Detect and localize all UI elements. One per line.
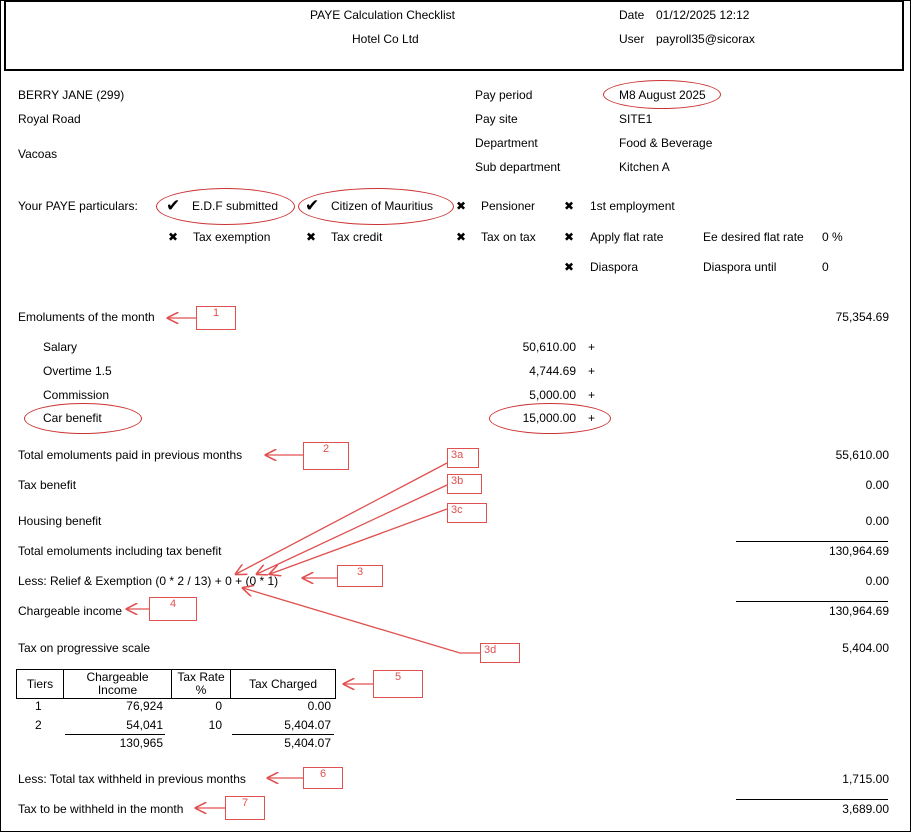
- pay-period-label: Pay period: [475, 88, 533, 102]
- tier-charged: 5,404.07: [284, 718, 331, 732]
- plus-sign: +: [588, 340, 596, 354]
- employee-address-1: Royal Road: [18, 112, 81, 126]
- car-benefit-value-highlight: [489, 403, 611, 434]
- department-value: Food & Beverage: [619, 136, 713, 150]
- user-label: User: [619, 32, 645, 46]
- company-name: Hotel Co Ltd: [352, 32, 419, 46]
- cross-icon: ✖: [564, 230, 575, 244]
- plus-sign: +: [588, 388, 596, 402]
- diaspora: Diaspora: [590, 260, 639, 274]
- tier-charged: 0.00: [307, 699, 331, 713]
- citizen-of-mauritius: Citizen of Mauritius: [331, 199, 434, 213]
- cross-icon: ✖: [564, 199, 575, 213]
- emoluments-total: 75,354.69: [835, 310, 889, 324]
- chargeable-income-value: 130,964.69: [828, 604, 889, 618]
- pensioner: Pensioner: [481, 199, 536, 213]
- employee-name: BERRY JANE (299): [18, 88, 125, 102]
- annotation-7: 7: [225, 796, 265, 820]
- tax-benefit-label: Tax benefit: [18, 478, 77, 492]
- tier-rate: 10: [208, 718, 222, 732]
- salary-value: 50,610.00: [522, 340, 576, 354]
- annotation-3: 3: [337, 565, 383, 587]
- plus-sign: +: [588, 364, 596, 378]
- annotation-3a: 3a: [447, 448, 479, 468]
- plus-sign: +: [588, 411, 596, 425]
- annotation-1: 1: [196, 306, 236, 330]
- tiers-header: Tiers: [17, 670, 64, 699]
- first-employment: 1st employment: [590, 199, 675, 213]
- tier-total-rule: [232, 734, 334, 735]
- pay-period-value: M8 August 2025: [619, 88, 706, 102]
- withheld-previous-label: Less: Total tax withheld in previous months: [18, 772, 246, 786]
- overtime-value: 4,744.69: [529, 364, 576, 378]
- date-value: 01/12/2025 12:12: [656, 8, 750, 22]
- withheld-month-label: Tax to be withheld in the month: [18, 802, 184, 816]
- relief-exemption-value: 0.00: [865, 574, 889, 588]
- annotation-3b: 3b: [447, 474, 482, 494]
- annotation-4: 4: [149, 597, 197, 621]
- tier-total-rule: [65, 734, 165, 735]
- tax-tiers-table: [16, 669, 336, 699]
- ee-flat-rate-label: Ee desired flat rate: [703, 230, 804, 244]
- previous-emoluments-label: Total emoluments paid in previous months: [18, 448, 243, 462]
- pay-period-highlight: [603, 80, 721, 109]
- commission-value: 5,000.00: [529, 388, 576, 402]
- annotation-2: 2: [303, 442, 349, 470]
- check-icon: ✔: [166, 196, 181, 215]
- report-title: PAYE Calculation Checklist: [310, 8, 455, 22]
- tax-benefit-value: 0.00: [865, 478, 889, 492]
- cross-icon: ✖: [564, 260, 575, 274]
- pay-site-label: Pay site: [475, 112, 518, 126]
- diaspora-until-label: Diaspora until: [703, 260, 777, 274]
- check-icon: ✔: [305, 196, 320, 215]
- annotation-3c: 3c: [447, 503, 487, 523]
- total-incl-benefit-value: 130,964.69: [828, 544, 889, 558]
- total-incl-benefit-label: Total emoluments including tax benefit: [18, 544, 222, 558]
- subtotal-rule: [736, 541, 888, 542]
- car-benefit-value: 15,000.00: [522, 411, 576, 425]
- tax-exemption: Tax exemption: [193, 230, 271, 244]
- annotation-3d: 3d: [480, 643, 520, 663]
- chargeable-income-label: Chargeable income: [18, 604, 123, 618]
- emoluments-label: Emoluments of the month: [18, 310, 155, 324]
- cross-icon: ✖: [456, 199, 467, 213]
- salary-label: Salary: [43, 340, 78, 354]
- tax-credit: Tax credit: [331, 230, 383, 244]
- cross-icon: ✖: [456, 230, 467, 244]
- withheld-month-value: 3,689.00: [842, 802, 889, 816]
- tier-total-charged: 5,404.07: [284, 736, 331, 750]
- tier-income: 76,924: [126, 699, 163, 713]
- diaspora-until-value: 0: [822, 260, 829, 274]
- annotation-5: 5: [373, 670, 423, 698]
- progressive-tax-label: Tax on progressive scale: [18, 641, 151, 655]
- ee-flat-rate-value: 0 %: [822, 230, 843, 244]
- tax-charged-header: Tax Charged: [231, 670, 336, 699]
- department-label: Department: [475, 136, 538, 150]
- tier-total-income: 130,965: [119, 736, 163, 750]
- overtime-label: Overtime 1.5: [43, 364, 112, 378]
- apply-flat-rate: Apply flat rate: [590, 230, 664, 244]
- tier-number: 2: [35, 718, 42, 732]
- tax-on-tax: Tax on tax: [481, 230, 536, 244]
- cross-icon: ✖: [168, 230, 179, 244]
- cross-icon: ✖: [306, 230, 317, 244]
- relief-exemption-label: Less: Relief & Exemption (0 * 2 / 13) + 0 + (0 * 1): [18, 574, 279, 588]
- tier-number: 1: [35, 699, 42, 713]
- particulars-label: Your PAYE particulars:: [18, 199, 138, 213]
- tax-rate-header: Tax Rate %: [172, 670, 231, 699]
- pay-site-value: SITE1: [619, 112, 653, 126]
- previous-emoluments-value: 55,610.00: [835, 448, 889, 462]
- car-benefit-label: Car benefit: [43, 411, 102, 425]
- subtotal-rule: [736, 601, 888, 602]
- housing-benefit-label: Housing benefit: [18, 514, 102, 528]
- commission-label: Commission: [43, 388, 110, 402]
- sub-department-value: Kitchen A: [619, 160, 670, 174]
- date-label: Date: [619, 8, 645, 22]
- user-value: payroll35@sicorax: [656, 32, 755, 46]
- annotation-6: 6: [303, 767, 343, 789]
- tier-rate: 0: [215, 699, 222, 713]
- employee-address-2: Vacoas: [18, 147, 58, 161]
- withheld-previous-value: 1,715.00: [842, 772, 889, 786]
- sub-department-label: Sub department: [475, 160, 561, 174]
- progressive-tax-value: 5,404.00: [842, 641, 889, 655]
- edf-submitted: E.D.F submitted: [192, 199, 279, 213]
- housing-benefit-value: 0.00: [865, 514, 889, 528]
- car-benefit-highlight: [24, 403, 142, 434]
- chargeable-income-header: Chargeable Income: [64, 670, 172, 699]
- tier-income: 54,041: [126, 718, 163, 732]
- final-rule: [736, 799, 888, 800]
